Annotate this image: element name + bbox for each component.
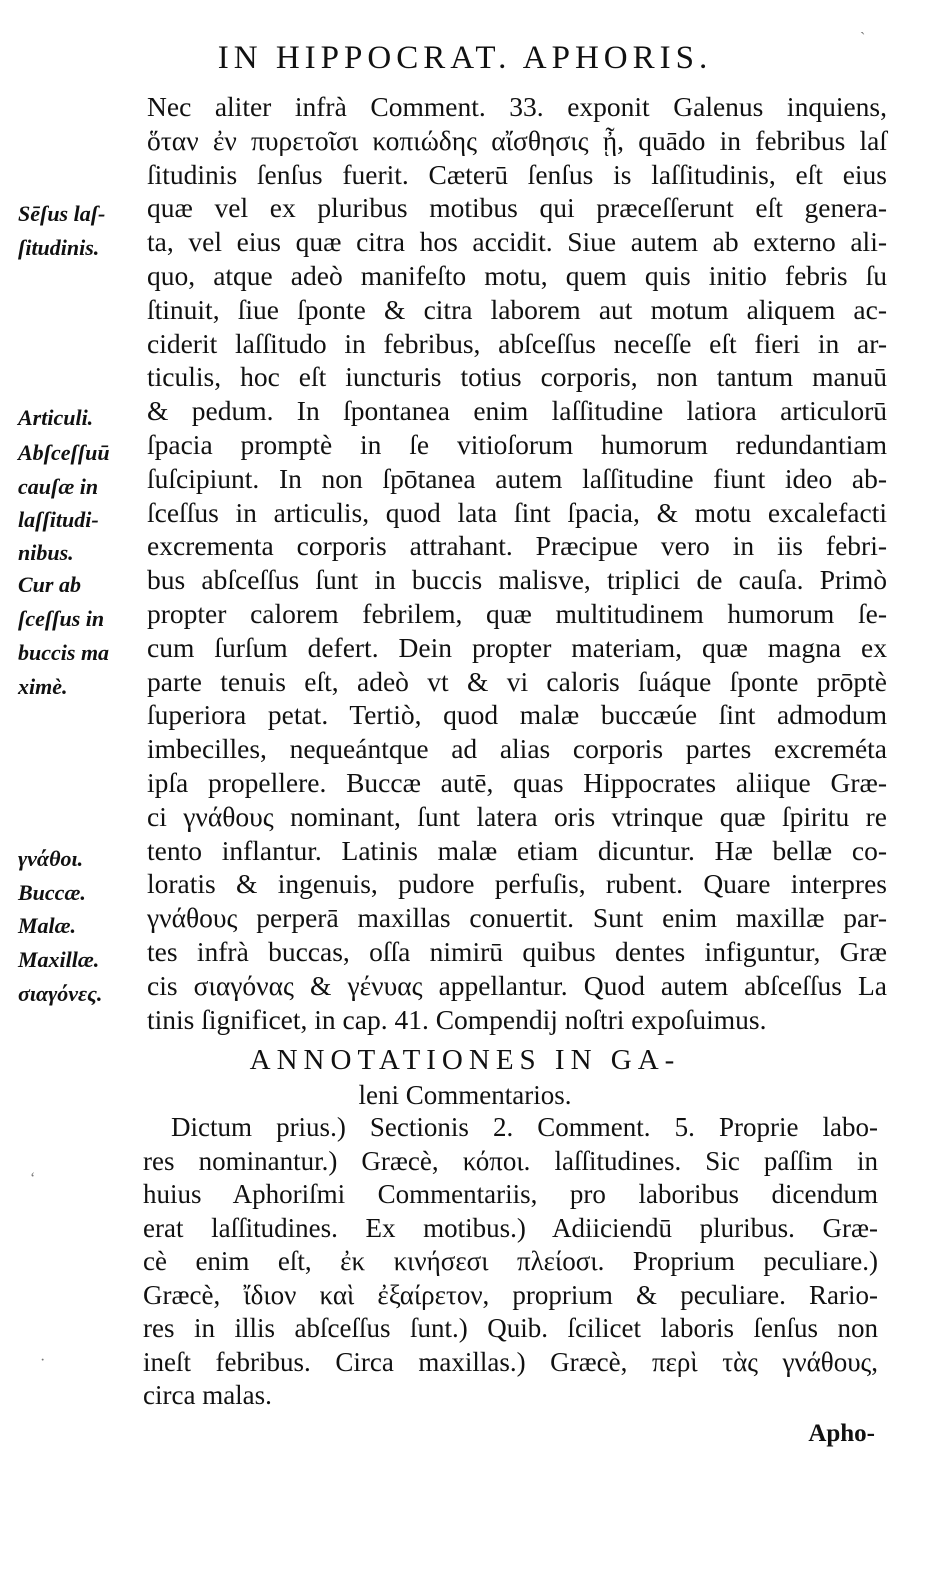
main-text: [147, 90, 887, 1036]
margin-note: Maxillæ.: [18, 947, 100, 972]
margin-note: σιαγόνες.: [18, 981, 103, 1006]
text-line: loratis & ingenuis, pudore perfuſis, rubent. Quare interpres: [147, 868, 887, 900]
annotation-line: Græcè, ἴδιον καὶ ἐξαίρετον, proprium & peculiare. Rario-: [143, 1279, 878, 1310]
text-line: ὅταν ἐν πυρετοῖσι κοπιώδης αἴσθησις ᾖ, quādo in febribus laſ: [147, 124, 887, 156]
text-line: excrementa corporis attrahant. Præcipue vero in iis febri-: [147, 530, 887, 562]
margin-note: Abſceſſuū: [18, 440, 110, 465]
annotation-line: cè enim eſt, ἐκ κινήσεσι πλείοσι. Proprium peculiare.): [143, 1246, 878, 1276]
text-line: parte tenuis eſt, adeò vt & vi caloris ſuáque ſponte prōptè: [147, 665, 887, 697]
margin-note: ximè.: [18, 674, 68, 699]
margin-note: ſitudinis.: [18, 235, 100, 260]
annotation-line: ineſt febribus. Circa maxillas.) Græcè, περὶ τὰς γνάθους,: [143, 1346, 878, 1377]
text-line: quo, atque adeò manifeſto motu, quem quis initio febris ſu: [147, 259, 887, 291]
text-line: bus abſceſſus ſunt in buccis malisve, triplici de cauſa. Primò: [147, 564, 887, 596]
margin-note: γνάθοι.: [18, 846, 84, 871]
text-line: ciderit laſſitudo in febribus, abſceſſus neceſſe eſt fieri in ar-: [147, 327, 887, 359]
catchword: Apho-: [808, 1420, 875, 1447]
text-line: ticulis, hoc eſt iuncturis totius corporis, non tantum manuū: [147, 361, 887, 393]
margin-note: Sēſus laſ-: [18, 201, 106, 226]
text-line: quæ vel ex pluribus motibus qui præceſſerunt eſt genera-: [147, 192, 887, 224]
text-line: ci γνάθους nominant, ſunt latera oris vtrinque quæ ſpiritu re: [147, 800, 887, 832]
text-line: ſitudinis ſenſus fuerit. Cæterū ſenſus is laſſitudinis, eſt eius: [147, 158, 887, 190]
ink-speck: ˋ: [860, 30, 866, 47]
text-line: ta, vel eius quæ citra hos accidit. Siue autem ab externo ali-: [147, 226, 887, 258]
text-line: ipſa propellere. Buccæ autē, quas Hippocrates aliique Græ-: [147, 766, 887, 798]
text-line: Nec aliter infrà Comment. 33. exponit Galenus inquiens,: [147, 91, 887, 122]
margin-note: ſceſſus in: [18, 606, 105, 631]
text-line: & pedum. In ſpontanea enim laſſitudine latiora articulorū: [147, 395, 887, 427]
annotations-title: ANNOTATIONES IN GA-: [249, 1044, 681, 1076]
text-line: γνάθους perperā maxillas conuertit. Sunt enim maxillæ par-: [147, 902, 887, 934]
annotation-line: Dictum prius.) Sectionis 2. Comment. 5. Proprie labo-: [171, 1112, 878, 1142]
annotation-line: res in illis abſceſſus ſunt.) Quib. ſcilicet laboris ſenſus non: [143, 1313, 878, 1343]
margin-note: Buccæ.: [18, 880, 86, 905]
text-line: imbecilles, nequeántque ad alias corporis partes excreméta: [147, 733, 887, 765]
margin-note: cauſæ in: [18, 474, 99, 499]
text-line: propter calorem febrilem, quæ multitudinem humorum ſe-: [147, 597, 887, 629]
margin-note: laſſitudi-: [18, 507, 99, 532]
text-line: ſceſſus in articulis, quod lata ſint ſpacia, & motu excalefacti: [147, 496, 887, 528]
annotation-line: huius Aphoriſmi Commentariis, pro laboribus dicendum: [143, 1179, 878, 1209]
ink-speck: ‘: [30, 1170, 36, 1187]
text-line: cis σιαγόνας & γένυας appellantur. Quod autem abſceſſus La: [147, 969, 887, 1001]
margin-note: Malæ.: [18, 913, 77, 938]
text-line: ſpacia promptè in ſe vitioſorum humorum redundantiam: [147, 428, 887, 460]
text-line: ſuperiora petat. Tertiò, quod malæ buccæúe ſint admodum: [147, 699, 887, 731]
text-line: ſtinuit, ſiue ſponte & citra laborem aut motum aliquem ac-: [147, 293, 887, 325]
annotations-subtitle: leni Commentarios.: [358, 1080, 572, 1110]
text-line: cum ſurſum defert. Dein propter materiam, quæ magna ex: [147, 631, 887, 663]
running-header: IN HIPPOCRAT. APHORIS.: [217, 40, 713, 76]
margin-note: nibus.: [18, 540, 74, 565]
annotation-line: erat laſſitudines. Ex motibus.) Adiiciendū pluribus. Græ-: [143, 1212, 878, 1243]
margin-note: buccis ma: [18, 640, 110, 665]
annotation-line: circa malas.: [143, 1380, 272, 1410]
margin-note: Articuli.: [18, 405, 94, 430]
annotations-text: [143, 1111, 878, 1413]
text-line: tento inflantur. Latinis malæ etiam dicuntur. Hæ bellæ co-: [147, 834, 887, 866]
text-line: tes infrà buccas, oſſa nimirū quibus dentes infiguntur, Græ: [147, 935, 887, 967]
margin-note: Cur ab: [18, 572, 81, 597]
ink-speck: ·: [40, 1352, 46, 1369]
text-line: tinis ſignificet, in cap. 41. Compendij noſtri expoſuimus.: [147, 1003, 767, 1035]
annotation-line: res nominantur.) Græcè, κόποι. laſſitudines. Sic paſſim in: [143, 1145, 878, 1176]
text-line: ſuſcipiunt. In non ſpōtanea autem laſſitudine fiunt ideo ab-: [147, 462, 887, 494]
